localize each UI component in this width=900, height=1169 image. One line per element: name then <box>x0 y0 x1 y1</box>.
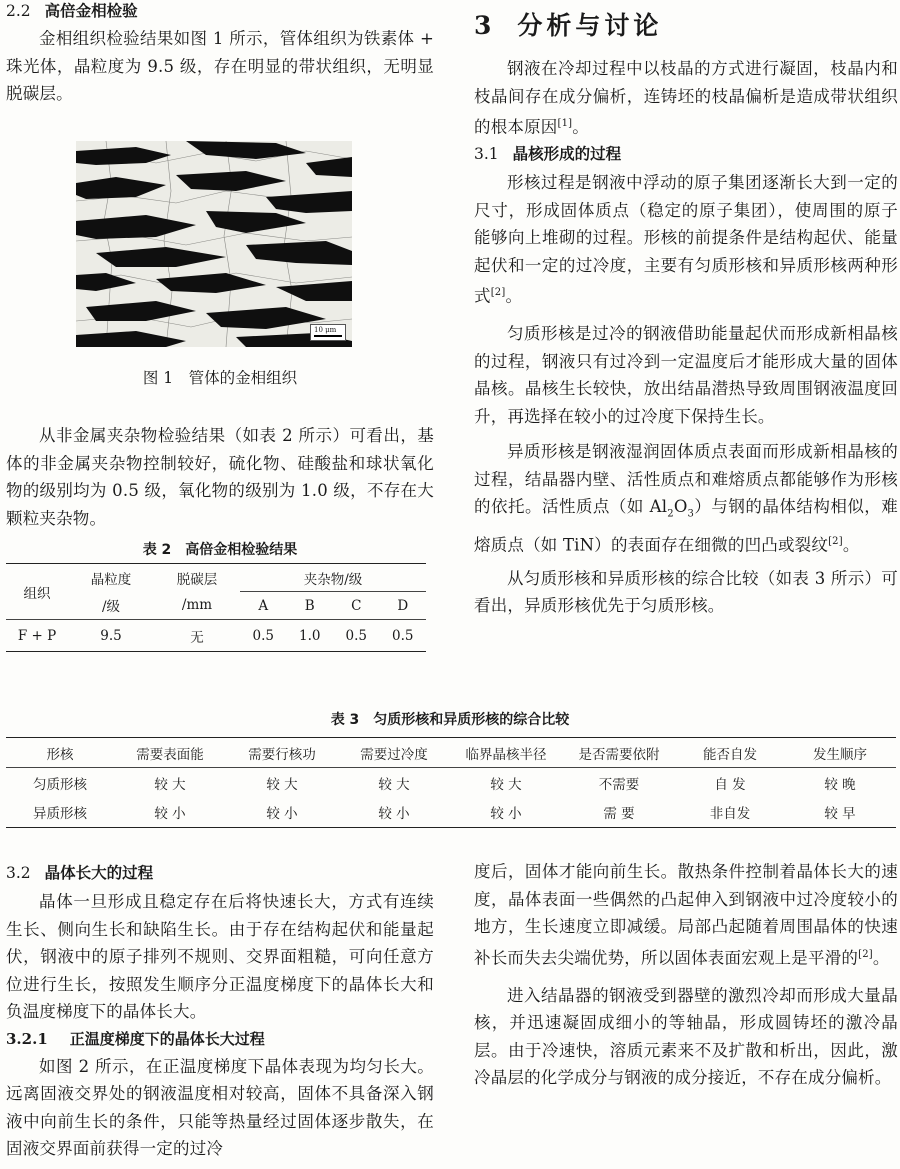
table-cell: 较 小 <box>490 806 522 823</box>
paragraph: 匀质形核是过冷的钢液借助能量起伏而形成新相晶核的过程，钢液只有过冷到一定温度后才能形成大量的固体晶核。晶核生长较快，放出结晶潜热导致周围钢液温度回升，再选择在较小的过冷度下保持生长。 <box>474 324 898 426</box>
subsection-heading-3-2-1: 3.2.1 正温度梯度下的晶体长大过程 <box>6 1029 265 1048</box>
table-cell: 较 小 <box>378 806 410 823</box>
scale-bar-line <box>314 335 342 337</box>
table-3 <box>6 737 896 828</box>
table-2 <box>6 563 426 652</box>
table-cell: 自 发 <box>714 776 746 793</box>
table-header: B <box>304 597 315 614</box>
left-middle-column <box>6 422 434 532</box>
table-cell: 1.0 <box>299 627 321 644</box>
table-header: 发生顺序 <box>813 746 867 763</box>
table-header: C <box>351 597 362 614</box>
table-header: 形核 <box>46 746 74 763</box>
paragraph: 从匀质形核和异质形核的综合比较（如表 3 所示）可看出，异质形核优先于匀质形核。 <box>474 568 898 616</box>
table-header: 组织 <box>23 585 51 602</box>
table-header: 需要表面能 <box>136 746 204 763</box>
right-bottom-column <box>474 858 898 1092</box>
table-header: 需要过冷度 <box>360 746 428 763</box>
table-cell: 不需要 <box>598 776 640 793</box>
citation: [1] <box>557 118 573 129</box>
scale-bar: 10 μm <box>310 324 346 341</box>
paragraph: 异质形核是钢液湿润固体质点表面而形成新相晶核的过程，结晶器内壁、活性质点和难熔质点都能够作为形核的依托。活性质点（如 $Al_2O_3$）与钢的晶体结构相似，难熔质点（如 TiN）的表面存在细微的凹凸或裂纹[2]。 <box>474 442 898 555</box>
table-header: 晶粒度 <box>90 571 132 588</box>
table-cell: 较 大 <box>490 776 522 793</box>
table-header: /级 <box>101 599 121 616</box>
table-cell: 0.5 <box>345 627 367 644</box>
paragraph: 度后，固体才能向前生长。散热条件控制着晶体长大的速度，晶体表面一些偶然的凸起伸入到钢液中过冷度较小的地方，生长速度立即减缓。局部凸起随着周围晶体的快速补长而失去尖端优势，所以固体表面宏观上是平滑的[2]。 <box>474 862 898 967</box>
table-header: 能否自发 <box>703 746 757 763</box>
table-header: 是否需要依附 <box>578 746 660 763</box>
table-header: 夹杂物/级 <box>240 564 426 592</box>
figure-caption: 图 1 管体的金相组织 <box>142 369 298 387</box>
table-header: A <box>258 597 269 614</box>
paragraph: 形核过程是钢液中浮动的原子集团逐渐长大到一定的尺寸，形成固体质点（稳定的原子集团），使周围的原子能够向上堆砌的过程。形核的前提条件是结构起伏、能量起伏和一定的过冷度，主要有匀质形核和异质形核两种形式[2]。 <box>474 173 898 306</box>
table-3-caption: 表 3 匀质形核和异质形核的综合比较 <box>330 712 570 728</box>
table-cell: 匀质形核 <box>33 776 87 793</box>
table-cell: F + P <box>17 627 57 644</box>
table-row <box>6 768 896 798</box>
table-header: 需要行核功 <box>248 746 316 763</box>
table-header: 脱碳层 <box>176 571 218 588</box>
subsection-heading-3-1: 3.1 晶核形成的过程 <box>474 145 622 163</box>
paragraph: 晶体一旦形成且稳定存在后将快速长大，方式有连续生长、侧向生长和缺陷生长。由于存在结构起伏和能量起伏，钢液中的原子排列不规则、交界面粗糙，可向任意方位进行生长，按照发生顺序分正温度梯度下的晶体长大和负温度梯度下的晶体长大。 <box>6 892 434 1021</box>
table-cell: 9.5 <box>100 627 122 644</box>
micrograph-figure <box>76 141 352 347</box>
right-top-column <box>474 6 898 620</box>
section-heading-3-2: 3.2 晶体长大的过程 <box>6 864 154 882</box>
micrograph-image <box>76 141 352 347</box>
paragraph: 金相组织检验结果如图 1 所示，管体组织为铁素体 + 珠光体，晶粒度为 9.5 级，存在明显的带状组织，无明显脱碳层。 <box>6 29 434 103</box>
table-cell: 需 要 <box>603 806 635 823</box>
section-heading-2-2: 2.2 高倍金相检验 <box>6 2 138 20</box>
table-cell: 较 早 <box>824 806 856 823</box>
citation: [2] <box>858 948 873 960</box>
table-header: /mm <box>181 597 213 614</box>
table-cell: 较 小 <box>266 806 298 823</box>
paragraph: 进入结晶器的钢液受到器壁的激烈冷却而形成大量晶核，并迅速凝固成细小的等轴晶，形成圆铸坯的激冷晶层。由于冷速快，溶质元素来不及扩散和析出，因此，激冷晶层的化学成分与钢液的成分接近，不存在成分偏析。 <box>474 985 898 1087</box>
table-cell: 较 大 <box>154 776 186 793</box>
left-bottom-column <box>6 860 434 1163</box>
left-top-column <box>6 0 434 108</box>
table-cell: 较 大 <box>266 776 298 793</box>
table-cell: 0.5 <box>392 627 414 644</box>
paragraph: 钢液在冷却过程中以枝晶的方式进行凝固，枝晶内和枝晶间存在成分偏析，连铸坯的枝晶偏析是造成带状组织的根本原因[1]。 <box>474 59 898 137</box>
citation: [2] <box>828 535 843 547</box>
table-cell: 0.5 <box>252 627 274 644</box>
table-cell: 较 晚 <box>824 776 856 793</box>
table-cell: 异质形核 <box>33 806 87 823</box>
table-cell: 非自发 <box>709 806 751 823</box>
table-cell: 较 小 <box>154 806 186 823</box>
citation: [2] <box>490 287 506 298</box>
table-header: D <box>397 597 409 614</box>
section-heading-3: 3 分析与讨论 <box>474 11 663 40</box>
table-cell: 较 大 <box>378 776 410 793</box>
table-row <box>6 798 896 828</box>
paragraph: 从非金属夹杂物检验结果（如表 2 所示）可看出，基体的非金属夹杂物控制较好，硫化物、硅酸盐和球状氧化物的级别均为 0.5 级，氧化物的级别为 1.0 级，不存在大颗粒夹杂物。 <box>6 426 434 528</box>
table-2-caption: 表 2 高倍金相检验结果 <box>142 542 298 558</box>
table-header: 临界晶核半径 <box>465 746 547 763</box>
paragraph: 如图 2 所示，在正温度梯度下晶体表现为均匀长大。远离固液交界处的钢液温度相对较高，固体不具备深入钢液中向前生长的条件，只能等热量经过固体逐步散失，在固液交界面前获得一定的过冷 <box>6 1056 434 1158</box>
table-cell: 无 <box>190 629 204 646</box>
